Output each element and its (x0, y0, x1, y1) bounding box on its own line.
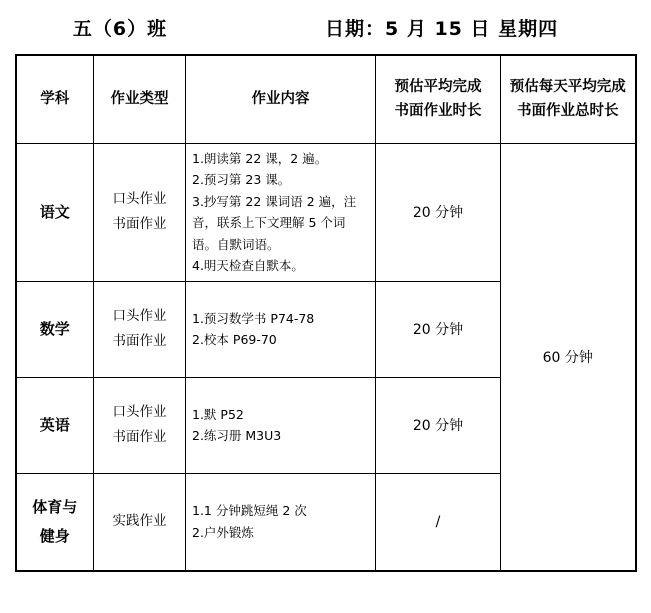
content-line: 音，联系上下文理解 5 个词 (192, 215, 346, 230)
type-line1: 口头作业 (112, 404, 167, 421)
content-line: 2.户外锻炼 (192, 524, 254, 540)
column-header-total-line1: 预估每天平均完成 (509, 78, 626, 95)
subject-chinese: 语文 (16, 143, 94, 281)
content-english (186, 377, 376, 473)
type-line2: 书面作业 (112, 429, 167, 445)
content-math (186, 281, 376, 377)
content-line: 1.默 P52 (192, 406, 244, 422)
content-line: 2.预习第 23 课。 (192, 172, 291, 187)
column-header-time-line2: 书面作业时长 (394, 103, 482, 120)
time-pe: / (376, 473, 501, 571)
column-header-total-line2: 书面作业总时长 (517, 103, 619, 120)
subject-pe (16, 473, 94, 571)
table-row (16, 143, 636, 281)
content-line: 2.校本 P69-70 (192, 332, 277, 347)
type-line1: 实践作业 (112, 513, 167, 530)
type-line1: 口头作业 (112, 308, 167, 325)
subject-line2: 健身 (39, 526, 70, 545)
column-header-subject: 学科 (16, 55, 94, 143)
time-math: 20 分钟 (376, 281, 501, 377)
content-line: 2.练习册 M3U3 (192, 428, 282, 443)
content-line: 语。自默词语。 (192, 236, 280, 252)
type-line2: 书面作业 (112, 333, 167, 349)
content-chinese (186, 143, 376, 281)
content-line: 1.朗读第 22 课，2 遍。 (192, 150, 328, 166)
date-label: 日期：5 月 15 日 星期四 (325, 17, 559, 40)
content-line: 4.明天检查自默本。 (192, 258, 304, 273)
sheet-header (0, 0, 651, 54)
column-header-total (501, 55, 636, 143)
subject-math: 数学 (16, 281, 94, 377)
content-line: 1.预习数学书 P74-78 (192, 310, 315, 326)
content-line: 1.1 分钟跳短绳 2 次 (192, 503, 307, 519)
subject-english: 英语 (16, 377, 94, 473)
time-english: 20 分钟 (376, 377, 501, 473)
column-header-content: 作业内容 (186, 55, 376, 143)
type-line1: 口头作业 (112, 191, 167, 208)
content-pe (186, 473, 376, 571)
content-line: 3.抄写第 22 课词语 2 遍，注 (192, 193, 357, 209)
column-header-time (376, 55, 501, 143)
type-math (94, 281, 186, 377)
type-english (94, 377, 186, 473)
column-header-type: 作业类型 (94, 55, 186, 143)
column-header-time-line1: 预估平均完成 (394, 78, 482, 95)
table-header-row (16, 55, 636, 143)
subject-line1: 体育与 (32, 498, 78, 517)
type-chinese (94, 143, 186, 281)
class-name: 五（6）班 (72, 17, 168, 40)
homework-table (15, 54, 637, 572)
time-chinese: 20 分钟 (376, 143, 501, 281)
type-pe (94, 473, 186, 571)
type-line2: 书面作业 (112, 216, 167, 232)
total-time-cell: 60 分钟 (501, 143, 636, 571)
